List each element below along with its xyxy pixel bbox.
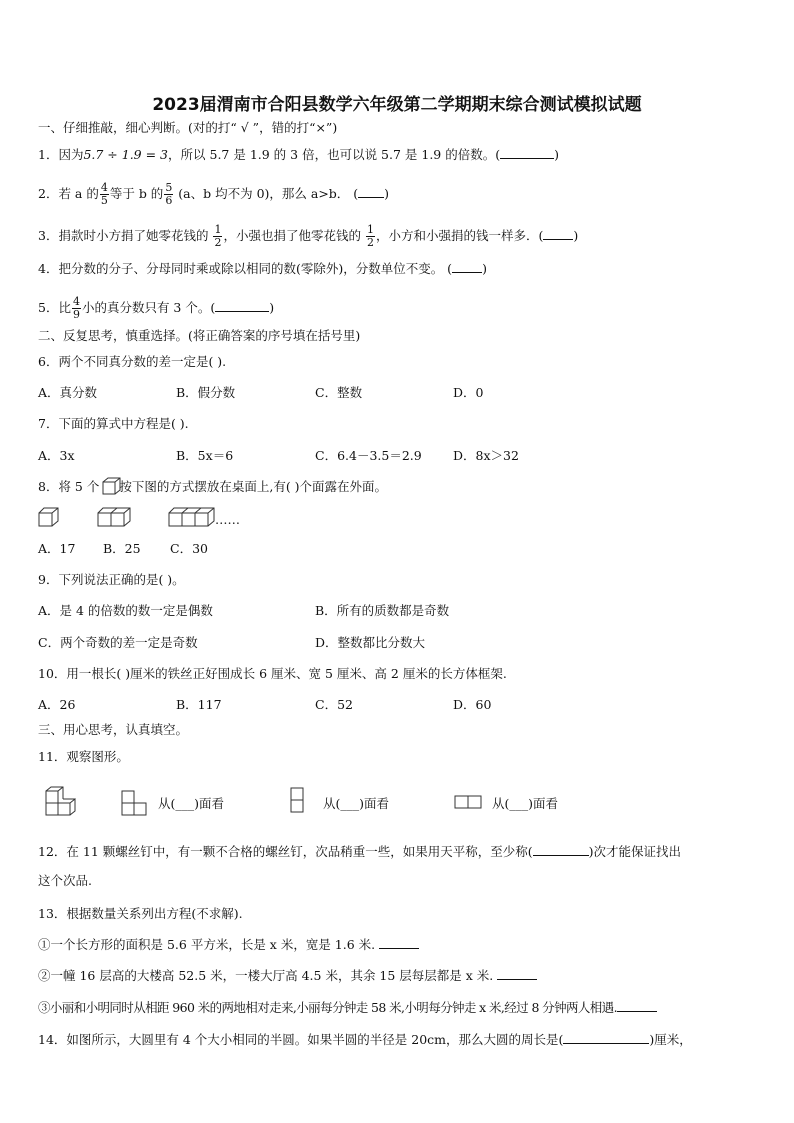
option-d[interactable]: D．8x＞32	[453, 448, 519, 463]
fraction: $\frac{5}{6}$	[165, 181, 173, 207]
view-answer-2: 从(___)面看	[323, 796, 390, 811]
option-c[interactable]: C．整数	[315, 385, 363, 400]
question-12: 12．在 11 颗螺丝钉中，有一颗不合格的螺丝钉，次品稍重一些，如果用天平称，至少称( )次才能保证找出	[38, 844, 682, 859]
answer-blank[interactable]	[379, 936, 419, 949]
option-c[interactable]: C．30	[170, 541, 208, 556]
question-11: 11．观察图形。	[38, 749, 129, 764]
option-c[interactable]: C．6.4－3.5＝2.9	[315, 448, 422, 463]
section-1-heading: 一、仔细推敲，细心判断。(对的打“ √ ”，错的打“×”)	[38, 120, 338, 135]
answer-blank[interactable]	[497, 967, 537, 980]
two-cube-figure	[97, 507, 133, 527]
question-5: 5．比 $\frac{4}{9}$ 小的真分数只有 3 个。( )	[38, 295, 275, 321]
question-13-item-1: ①一个长方形的面积是 5.6 平方米，长是 x 米，宽是 1.6 米.	[38, 936, 419, 953]
option-b[interactable]: B．25	[103, 541, 141, 556]
option-a[interactable]: A．3x	[38, 448, 75, 463]
view-answer-1: 从(___)面看	[158, 796, 225, 811]
question-13-item-2: ②一幢 16 层高的大楼高 52.5 米，一楼大厅高 4.5 米，其余 15 层每层都是 x 米.	[38, 967, 537, 984]
option-a[interactable]: A．17	[38, 541, 76, 556]
view-answer-3: 从(___)面看	[492, 796, 559, 811]
question-13-item-3: ③小丽和小明同时从相距 960 米的两地相对走来,小丽每分钟走 58 米,小明每分钟走 x 米,经过 8 分钟两人相遇.	[38, 999, 657, 1016]
question-4: 4．把分数的分子、分母同时乘或除以相同的数(零除外)，分数单位不变。 ( )	[38, 261, 487, 276]
question-10: 10．用一根长( )厘米的铁丝正好围成长 6 厘米、宽 5 厘米、高 2 厘米的长方体框架.	[38, 666, 507, 681]
fraction: $\frac{1}{2}$	[214, 223, 222, 249]
ellipsis: ……	[215, 512, 240, 527]
question-7: 7．下面的算式中方程是( ).	[38, 416, 189, 431]
option-b[interactable]: B．5x＝6	[176, 448, 234, 463]
option-d[interactable]: D．整数都比分数大	[315, 635, 426, 650]
question-13: 13．根据数量关系列出方程(不求解).	[38, 906, 243, 921]
option-d[interactable]: D．60	[453, 697, 492, 712]
cube-icon	[102, 477, 122, 495]
question-2: 2．若 a 的 $\frac{4}{5}$ 等于 b 的 $\frac{5}{6}$ (a、b 均不为 0)，那么 a>b． ( )	[38, 181, 390, 207]
option-b[interactable]: B．假分数	[176, 385, 236, 400]
answer-blank[interactable]	[358, 185, 384, 198]
fraction: $\frac{4}{9}$	[72, 295, 80, 321]
option-b[interactable]: B．所有的质数都是奇数	[315, 603, 450, 618]
option-a[interactable]: A．是 4 的倍数的数一定是偶数	[38, 603, 213, 618]
option-b[interactable]: B．117	[176, 697, 222, 712]
answer-blank[interactable]	[215, 299, 269, 312]
option-d[interactable]: D．0	[453, 385, 484, 400]
answer-blank[interactable]	[533, 843, 589, 856]
view-figure-3	[454, 795, 484, 811]
question-8: 8．将 5 个 按下图的方式摆放在桌面上,有( )个面露在外面。	[38, 479, 388, 494]
answer-blank[interactable]	[563, 1031, 649, 1044]
cube-stack-figure	[44, 785, 80, 821]
view-figure-1	[121, 790, 149, 816]
one-cube-figure	[38, 507, 60, 527]
question-3: 3．捐款时小方捐了她零花钱的 $\frac{1}{2}$ ，小强也捐了他零花钱的 $\frac{1}{2}$ ，小方和小强捐的钱一样多．( )	[38, 223, 579, 249]
answer-blank[interactable]	[543, 227, 573, 240]
q1-expression: 5.7 ÷ 1.9 = 3	[83, 147, 169, 162]
section-2-heading: 二、反复思考，慎重选择。(将正确答案的序号填在括号里)	[38, 328, 361, 343]
option-a[interactable]: A．26	[38, 697, 76, 712]
section-3-heading: 三、用心思考，认真填空。	[38, 722, 189, 737]
option-c[interactable]: C．两个奇数的差一定是奇数	[38, 635, 198, 650]
fraction: $\frac{1}{2}$	[366, 223, 374, 249]
option-c[interactable]: C．52	[315, 697, 353, 712]
answer-blank[interactable]	[500, 146, 554, 159]
option-a[interactable]: A．真分数	[38, 385, 98, 400]
question-6: 6．两个不同真分数的差一定是( ).	[38, 354, 227, 369]
page-title: 2023届渭南市合阳县数学六年级第二学期期末综合测试模拟试题	[152, 95, 642, 115]
question-12-cont: 这个次品.	[38, 873, 92, 888]
question-1: 1．因为5.7 ÷ 1.9 = 3，所以 5.7 是 1.9 的 3 倍，也可以说 5.7 是 1.9 的倍数。( )	[38, 147, 559, 162]
three-cube-figure	[168, 507, 216, 527]
answer-blank[interactable]	[617, 999, 657, 1012]
fraction: $\frac{4}{5}$	[100, 181, 108, 207]
question-9: 9．下列说法正确的是( )。	[38, 572, 185, 587]
view-figure-2	[290, 787, 306, 815]
question-14: 14．如图所示，大圆里有 4 个大小相同的半圆。如果半圆的半径是 20cm，那么大圆的周长是( )厘米，	[38, 1032, 692, 1047]
answer-blank[interactable]	[452, 260, 482, 273]
